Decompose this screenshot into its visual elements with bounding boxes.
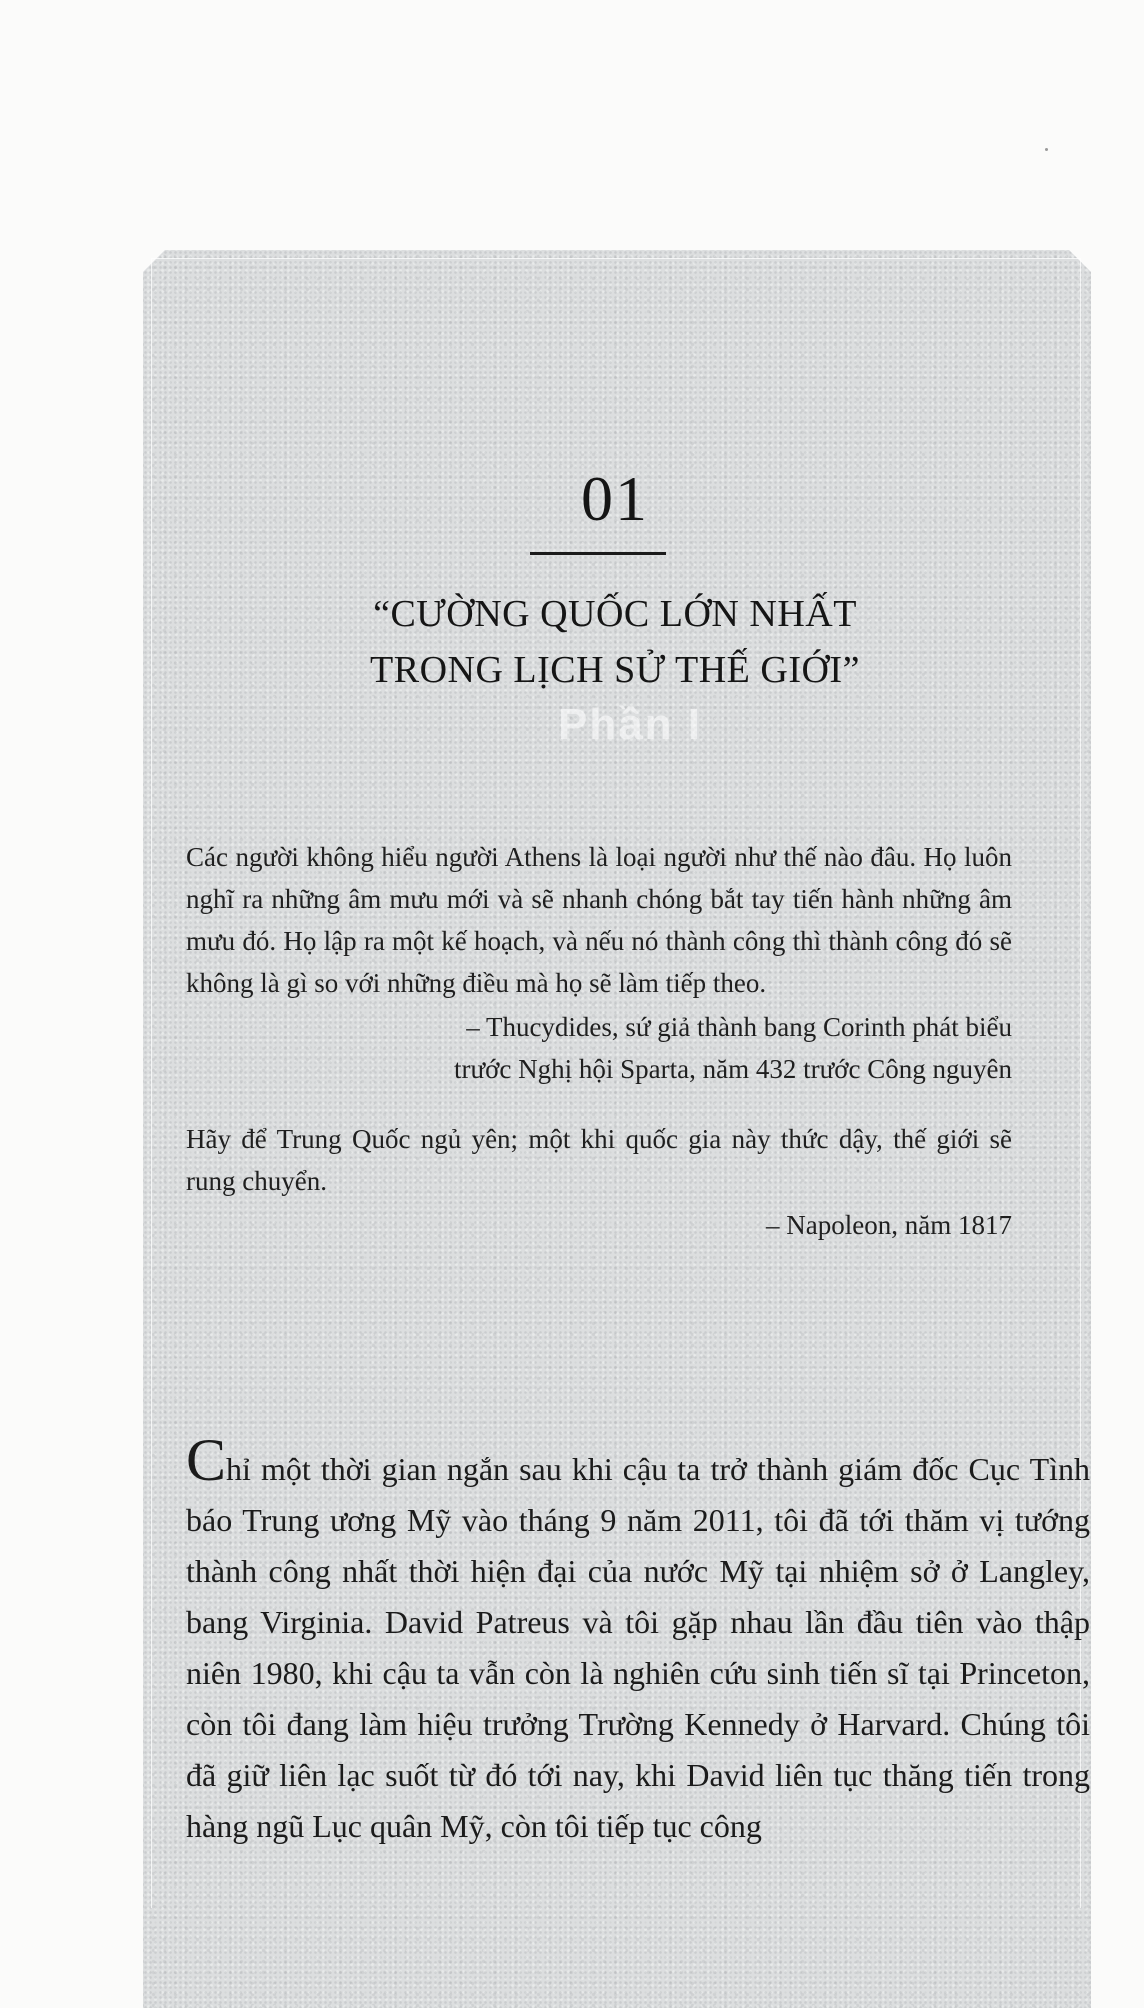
chapter-title	[240, 586, 990, 698]
chapter-number: 01	[581, 463, 649, 534]
drop-cap: C	[186, 1427, 227, 1493]
epigraph-attribution	[186, 1204, 1012, 1246]
body-paragraph-text: hỉ một thời gian ngắn sau khi cậu ta trở thành giám đốc Cục Tình báo Trung ương Mỹ vào tháng 9 năm 2011, tôi đã tới thăm vị tướng thành công nhất thời hiện đại của nước Mỹ tại nhiệm sở ở Langley, bang Virginia. David Patreus và tôi gặp nhau lần đầu tiên vào thập niên 1980, khi cậu ta vẫn còn là nghiên cứu sinh tiến sĩ tại Princeton, còn tôi đang làm hiệu trưởng Trường Kennedy ở Harvard. Chúng tôi đã giữ liên lạc suốt từ đó tới nay, khi David liên tục thăng tiến trong hàng ngũ Lục quân Mỹ, còn tôi tiếp tục công	[186, 1451, 1090, 1844]
attribution-line: – Thucydides, sứ giả thành bang Corinth phát biểu	[466, 1012, 1012, 1042]
chapter-title-line: TRONG LỊCH SỬ THẾ GIỚI”	[370, 649, 860, 691]
body-paragraph	[186, 1427, 1090, 1852]
chapter-divider	[530, 552, 666, 555]
epigraph-quote: Các người không hiểu người Athens là loại người như thế nào đâu. Họ luôn nghĩ ra những âm mưu mới và sẽ nhanh chóng bắt tay tiến hành những âm mưu đó. Họ lập ra một kế hoạch, và nếu nó thành công thì thành công đó sẽ không là gì so với những điều mà họ sẽ làm tiếp theo.	[186, 842, 1012, 998]
attribution-line: – Napoleon, năm 1817	[766, 1210, 1012, 1240]
attribution-line: trước Nghị hội Sparta, năm 432 trước Công nguyên	[454, 1054, 1012, 1084]
epigraph	[186, 1118, 1012, 1246]
epigraph	[186, 836, 1012, 1090]
chapter-title-line: “CƯỜNG QUỐC LỚN NHẤT	[373, 593, 857, 635]
paper-speck	[1045, 148, 1048, 151]
epigraph-attribution	[186, 1006, 1012, 1090]
faded-part-title: Phần I	[557, 700, 703, 749]
epigraph-quote: Hãy để Trung Quốc ngủ yên; một khi quốc gia này thức dậy, thế giới sẽ rung chuyển.	[186, 1124, 1012, 1196]
epigraphs	[186, 836, 1012, 1246]
